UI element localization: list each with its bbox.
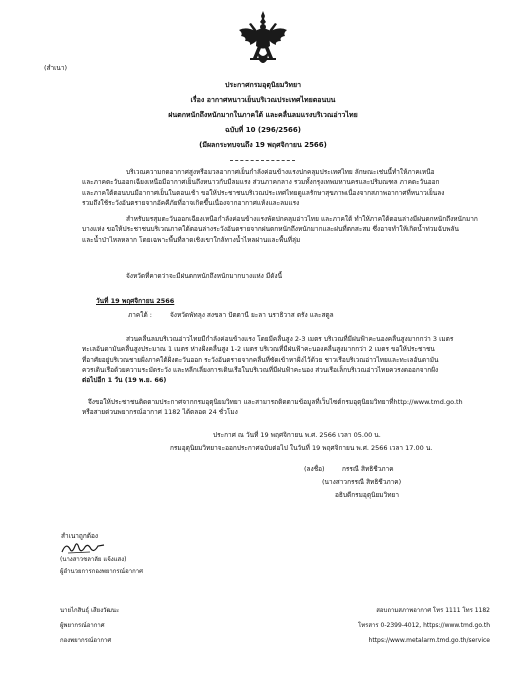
paragraph-monsoon — [82, 214, 484, 245]
paragraph-line: ควรเดินเรือด้วยความระมัดระวัง และหลีกเลี่ยงการเดินเรือในบริเวณที่มีฝนฟ้าคะนอง ส่วนเรือเล็กบริเวณอ่าวไทยควรงดออกจากฝั่ง — [82, 365, 439, 374]
paragraph-line: สำหรับมรสุมตะวันออกเฉียงเหนือกำลังค่อนข้างแรงพัดปกคลุมอ่าวไทย และภาคใต้ ทำให้ภาคใต้ตอนล่างมีฝนตกหนักถึงหนักมาก — [126, 215, 478, 223]
paragraph-line: ส่วนคลื่นลมบริเวณอ่าวไทยมีกำลังค่อนข้างแรง โดยมีคลื่นสูง 2-3 เมตร บริเวณที่มีฝนฟ้าคะนองคลื่นสูงมากกว่า 3 เมตร — [126, 335, 454, 343]
paragraph-line: และน้ำป่าไหลหลาก โดยเฉพาะพื้นที่ลาดเชิงเขาใกล้ทางน้ำไหลผ่านและพื้นที่ลุ่ม — [82, 235, 301, 244]
announcement-agency: ประกาศกรมอุตุนิยมวิทยา — [224, 81, 301, 89]
signatory-full-name: (นางสาวกรรณี สิทธิชีวภาค) — [322, 478, 402, 486]
certifier-name: (นางสาวชลาลัย แจ้งแสง) — [60, 556, 127, 563]
certified-copy-label: สำเนาถูกต้อง — [61, 532, 99, 540]
paragraph-line: บริเวณความกดอากาศสูงหรือมวลอากาศเย็นกำลังค่อนข้างแรงปกคลุมประเทศไทย ลักษณะเช่นนี้ทำให้ภาคเหนือ — [126, 168, 435, 176]
footer-contact-phone: สอบถามสภาพอากาศ โทร 1111 โทร 1182 — [376, 607, 490, 614]
signed-name: กรรณี สิทธิชีวภาค — [342, 465, 394, 473]
announcement-issue-number: ฉบับที่ 10 (296/2566) — [225, 126, 301, 134]
region-south-label: ภาคใต้ : — [128, 311, 152, 319]
footer-contact-fax-website: โทรสาร 0-2399-4012, https://www.tmd.go.th — [358, 622, 490, 629]
next-issue-datetime: กรมอุตุนิยมวิทยาจะออกประกาศฉบับต่อไป ในวันที่ 19 พฤศจิกายน พ.ศ. 2566 เวลา 17.00 น. — [170, 444, 433, 452]
region-south-provinces: จังหวัดพัทลุง สงขลา ปัตตานี ยะลา นราธิวาส ตรัง และสตูล — [170, 311, 334, 319]
forecast-date-heading: วันที่ 19 พฤศจิกายน 2566 — [96, 297, 175, 305]
paragraph-line: รวมถึงใช้ระวังอันตรายจากอัคคีภัยที่อาจเกิดขึ้นเนื่องจากอากาศแห้งและลมแรง — [82, 198, 300, 207]
paragraph-line: และภาคใต้ตอนบนมีอากาศเย็นในตอนเช้า ขอให้ประชาชนบริเวณประเทศไทยดูแลรักษาสุขภาพเนื่องจากสภาพอากาศที่หนาวเย็นลง — [82, 188, 445, 197]
footer-forecaster-division: กองพยากรณ์อากาศ — [60, 637, 112, 644]
signed-prefix: (ลงชื่อ) — [304, 465, 325, 473]
footer-forecaster-name: นายไกสินธุ์ เสียงวัฒนะ — [60, 607, 120, 614]
paragraph-cold-weather — [82, 167, 484, 208]
issued-datetime: ประกาศ ณ วันที่ 19 พฤศจิกายน พ.ศ. 2566 เวลา 05.00 น. — [213, 431, 381, 439]
footer-service-link[interactable]: https://www.metalarm.tmd.go.th/service — [368, 637, 490, 644]
paragraph-line: และภาคตะวันออกเฉียงเหนือมีอากาศเย็นถึงหนาวกับมีลมแรง ส่วนภาคกลาง รวมทั้งกรุงเทพมหานครและปริมณฑล ภาคตะวันออก — [82, 178, 440, 187]
paragraph-line-emphasis: ต่อไปอีก 1 วัน (19 พ.ย. 66) — [82, 376, 167, 385]
paragraph-line: จึงขอให้ประชาชนติดตามประกาศจากกรมอุตุนิยมวิทยา และสามารถติดตามข้อมูลที่เว็บไซต์กรมอุตุนิยมวิทยาที่http://www.tmd.go.th — [88, 398, 463, 406]
paragraph-line: บางแห่ง ขอให้ประชาชนบริเวณภาคใต้ตอนล่างระวังอันตรายจากฝนตกหนักถึงหนักมากและฝนที่ตกสะสม ซึ่งอาจทำให้เกิดน้ำท่วมฉับพลัน — [82, 225, 459, 234]
signatory-title: อธิบดีกรมอุตุนิยมวิทยา — [335, 491, 399, 499]
paragraph-line: ทะเลอันดามันคลื่นสูงประมาณ 1 เมตร ห่างฝั่งคลื่นสูง 1-2 เมตร บริเวณที่มีฝนฟ้าคะนองคลื่นสูงมากกว่า 2 เมตร ขอให้ประชาชน — [82, 345, 435, 354]
paragraph-provinces-intro: จังหวัดที่คาดว่าจะมีฝนตกหนักถึงหนักมากบางแห่ง มีดังนี้ — [126, 272, 283, 280]
announcement-subject-line2: ฝนตกหนักถึงหนักมากในภาคใต้ และคลื่นลมแรงบริเวณอ่าวไทย — [168, 111, 358, 119]
announcement-effective-date: (มีผลกระทบจนถึง 19 พฤศจิกายน 2566) — [199, 141, 327, 149]
paragraph-line: หรือสายด่วนพยากรณ์อากาศ 1182 ได้ตลอด 24 ชั่วโมง — [82, 408, 238, 417]
certifier-title: ผู้อำนวยการกองพยากรณ์อากาศ — [60, 568, 143, 575]
garuda-emblem-icon — [237, 10, 289, 68]
announcement-subject: เรื่อง อากาศหนาวเย็นบริเวณประเทศไทยตอนบน — [190, 96, 336, 104]
copy-label: (สำเนา) — [44, 64, 68, 72]
header-divider — [230, 160, 295, 161]
footer-forecaster-role: ผู้พยากรณ์อากาศ — [60, 622, 105, 629]
certifier-signature-icon — [60, 540, 106, 556]
paragraph-line: ที่อาศัยอยู่บริเวณชายฝั่งภาคใต้ฝั่งตะวันออก ระวังอันตรายจากคลื่นที่ซัดเข้าหาฝั่งไว้ด้วย ชาวเรือบริเวณอ่าวไทยและทะเลอันดามัน — [82, 355, 439, 364]
paragraph-follow-updates — [82, 397, 484, 418]
paragraph-waves — [82, 334, 484, 385]
